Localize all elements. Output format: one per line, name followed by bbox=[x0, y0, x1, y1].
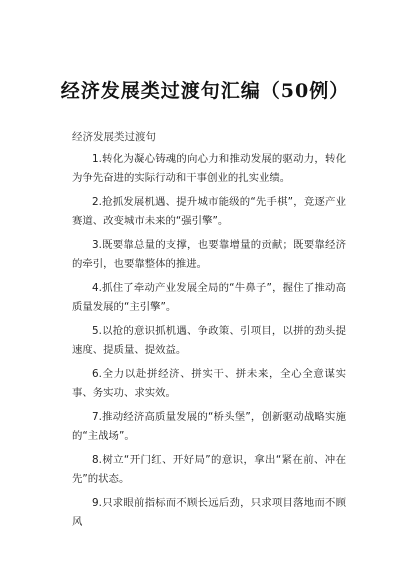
list-item: 4.抓住了牵动产业发展全局的“牛鼻子”，握住了推动高质量发展的“主引擎”。 bbox=[72, 282, 346, 313]
list-item: 8.树立“开门红、开好局”的意识，拿出“紧在前、冲在先”的状态。 bbox=[72, 454, 346, 485]
sentence-list bbox=[72, 150, 346, 537]
list-item: 5.以抢的意识抓机遇、争政策、引项目，以拼的劲头提速度、提质量、提效益。 bbox=[72, 325, 346, 356]
list-item: 7.推动经济高质量发展的“桥头堡”，创新驱动战略实施的“主战场”。 bbox=[72, 411, 346, 442]
list-item: 6.全力以赴拼经济、拼实干、拼未来，全心全意谋实事、务实功、求实效。 bbox=[72, 368, 346, 399]
list-item: 9.只求眼前指标而不顾长远后劲，只求项目落地而不顾风 bbox=[72, 497, 346, 528]
section-label: 经济发展类过渡句 bbox=[72, 131, 156, 143]
document-title: 经济发展类过渡句汇编（50例） bbox=[60, 80, 350, 102]
list-item: 1.转化为凝心铸魂的向心力和推动发展的驱动力，转化为争先奋进的实际行动和干事创业的扎实业绩。 bbox=[72, 153, 346, 184]
list-item: 3.既要靠总量的支撑，也要靠增量的贡献；既要靠经济的牵引，也要靠整体的推进。 bbox=[72, 239, 346, 270]
list-item: 2.抢抓发展机遇、提升城市能级的“先手棋”，竞逐产业赛道、改变城市未来的“强引擎”。 bbox=[72, 196, 346, 227]
